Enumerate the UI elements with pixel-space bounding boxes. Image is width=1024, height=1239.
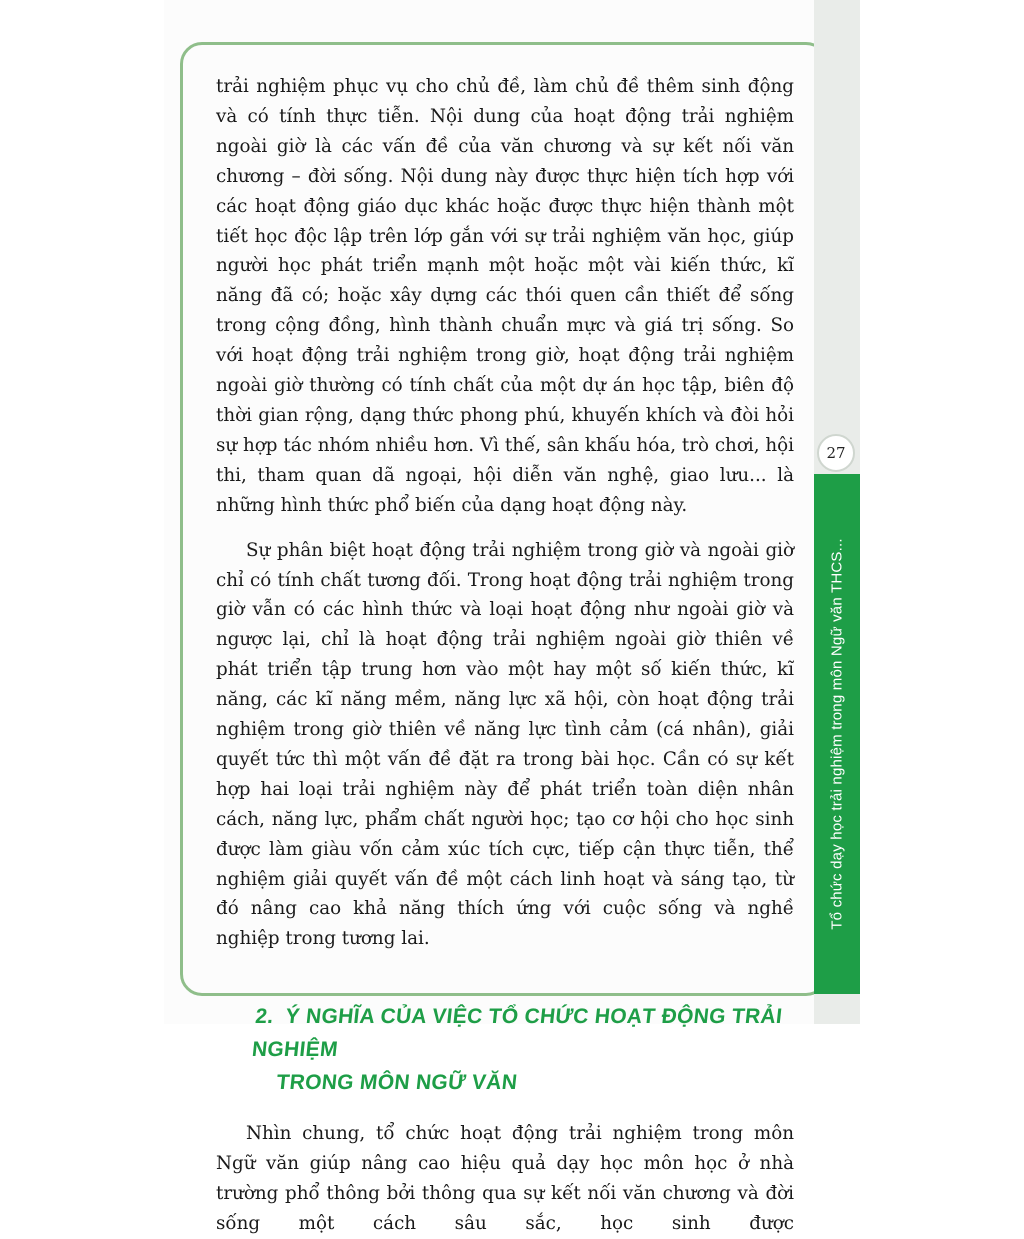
- side-running-title: Tổ chức dạy học trải nghiệm trong môn Ngữ văn THCS...: [828, 538, 846, 930]
- page-number-badge: 27: [817, 434, 855, 472]
- section-heading-line-1: Ý NGHĨA CỦA VIỆC TỔ CHỨC HOẠT ĐỘNG TRẢI NGHIỆM: [250, 1005, 784, 1062]
- paragraph-1: trải nghiệm phục vụ cho chủ đề, làm chủ đề thêm sinh động và có tính thực tiễn. Nội dung của hoạt động trải nghiệm ngoài giờ là các vấn đề của văn chương và sự kết nối văn chương – đời sống. Nội dung này được thực hiện tích hợp với các hoạt động giáo dục khác hoặc được thực hiện thành một tiết học độc lập trên lớp gắn với sự trải nghiệm văn học, giúp người học phát triển mạnh một hoặc một vài kiến thức, kĩ năng đã có; hoặc xây dựng các thói quen cần thiết để sống trong cộng đồng, hình thành chuẩn mực và giá trị sống. So với hoạt động trải nghiệm trong giờ, hoạt động trải nghiệm ngoài giờ thường có tính chất của một dự án học tập, biên độ thời gian rộng, dạng thức phong phú, khuyến khích và đòi hỏi sự hợp tác nhóm nhiều hơn. Vì thế, sân khấu hóa, trò chơi, hội thi, tham quan dã ngoại, hội diễn văn nghệ, giao lưu... là những hình thức phổ biến của dạng hoạt động này.: [216, 76, 794, 516]
- section-number: 2.: [254, 1005, 275, 1029]
- section-heading-line-2: TRONG MÔN NGỮ VĂN: [275, 1071, 519, 1095]
- paragraph-2: Sự phân biệt hoạt động trải nghiệm trong giờ và ngoài giờ chỉ có tính chất tương đối. Trong hoạt động trải nghiệm trong giờ vẫn có các hình thức và loại hoạt động như ngoài giờ và ngược lại, chỉ là hoạt động trải nghiệm ngoài giờ thiên về phát triển tập trung hơn vào một hay một số kiến thức, kĩ năng, các kĩ năng mềm, năng lực xã hội, còn hoạt động trải nghiệm trong giờ thiên về năng lực tình cảm (cá nhân), giải quyết tức thì một vấn đề đặt ra trong bài học. Cần có sự kết hợp hai loại trải nghiệm này để phát triển toàn diện nhân cách, năng lực, phẩm chất người học; tạo cơ hội cho học sinh được làm giàu vốn cảm xúc tích cực, tiếp cận thực tiễn, thể nghiệm giải quyết vấn đề một cách linh hoạt và sáng tạo, từ đó nâng cao khả năng thích ứng với cuộc sống và nghề nghiệp trong tương lai.: [216, 539, 794, 950]
- section-heading: [247, 1000, 799, 1099]
- paragraph-3: Nhìn chung, tổ chức hoạt động trải nghiệm trong môn Ngữ văn giúp nâng cao hiệu quả dạy học môn học ở nhà trường phổ thông bởi thông qua sự kết nối văn chương và đời sống một cách sâu sắc, học sinh được: [216, 1123, 794, 1234]
- body-text: [216, 72, 794, 1239]
